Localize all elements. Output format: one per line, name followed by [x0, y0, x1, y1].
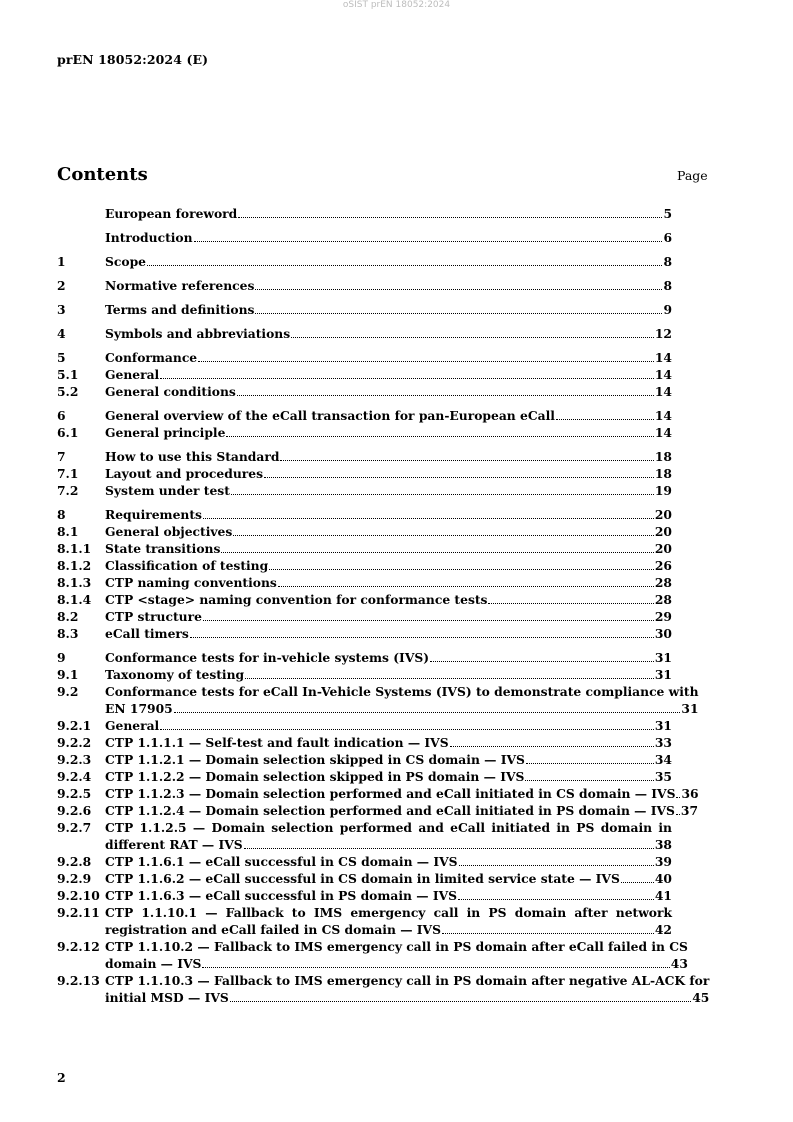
contents-title: Contents: [57, 164, 148, 185]
watermark: oSIST prEN 18052:2024: [342, 0, 451, 10]
toc-entry[interactable]: [57, 277, 672, 294]
dot-leader: [238, 217, 662, 218]
toc-entry-number: 1: [57, 254, 66, 269]
toc-entry-wrapped-title: [105, 904, 672, 938]
toc-entry-title: different RAT — IVS: [105, 837, 243, 852]
dot-leader: [280, 460, 653, 461]
toc-entry-page: 30: [654, 626, 672, 641]
dot-leader: [198, 361, 654, 362]
dot-leader: [194, 241, 663, 242]
toc-entry-page: 18: [654, 449, 672, 464]
toc-entry[interactable]: [57, 717, 672, 734]
toc-entry[interactable]: [57, 768, 672, 785]
toc-entry[interactable]: [57, 972, 710, 1006]
toc-entry-page: 5: [663, 206, 672, 221]
toc-entry-page: 20: [654, 541, 672, 556]
dot-leader: [278, 586, 654, 587]
toc-entry[interactable]: [57, 557, 672, 574]
toc-entry-number: 5.1: [57, 367, 79, 382]
toc-entry-page: 41: [654, 888, 672, 903]
toc-entry[interactable]: [57, 853, 672, 870]
page-column-label: Page: [677, 168, 708, 183]
dot-leader: [255, 313, 662, 314]
dot-leader: [231, 494, 654, 495]
toc-entry-title: Normative references: [105, 278, 255, 293]
toc-entry-number: 8.1.2: [57, 558, 92, 573]
toc-entry-page: 20: [654, 524, 672, 539]
toc-entry[interactable]: [57, 482, 672, 499]
toc-entry-title: Taxonomy of testing: [105, 667, 245, 682]
dot-leader: [442, 933, 654, 934]
dot-leader: [174, 712, 681, 713]
toc-entry-title: Symbols and abbreviations: [105, 326, 291, 341]
toc-entry-number: 9.2.12: [57, 939, 100, 954]
toc-entry-title-last-line: [105, 836, 672, 853]
toc-entry-number: 9.2.4: [57, 769, 92, 784]
toc-entry-number: 2: [57, 278, 66, 293]
footer-page-number: 2: [57, 1070, 66, 1085]
toc-entry[interactable]: [57, 465, 672, 482]
toc-entry-title: Classification of testing: [105, 558, 269, 573]
toc-entry-title: CTP <stage> naming convention for conformance tests: [105, 592, 488, 607]
toc-entry-page: 35: [654, 769, 672, 784]
toc-entry-title-line: CTP 1.1.10.2 — Fallback to IMS emergency call in PS domain after eCall failed in CS: [105, 939, 688, 954]
toc-entry[interactable]: [57, 366, 672, 383]
toc-entry-page: 34: [654, 752, 672, 767]
toc-entry-page: 36: [681, 786, 699, 801]
dot-leader: [190, 637, 654, 638]
toc-entry-title: CTP 1.1.6.1 — eCall successful in CS domain — IVS: [105, 854, 458, 869]
dot-leader: [147, 265, 662, 266]
toc-entry-title: Terms and definitions: [105, 302, 255, 317]
toc-entry-title-last-line: [105, 700, 699, 717]
toc-entry-page: 31: [681, 701, 699, 716]
toc-entry-number: 9.2.2: [57, 735, 92, 750]
toc-entry-title: initial MSD — IVS: [105, 990, 229, 1005]
toc-entry-title: CTP 1.1.2.3 — Domain selection performed and eCall initiated in CS domain — IVS: [105, 786, 676, 801]
toc-entry-title: General conditions: [105, 384, 236, 399]
dot-leader: [203, 518, 654, 519]
toc-entry[interactable]: [57, 407, 672, 424]
toc-entry-title: domain — IVS: [105, 956, 202, 971]
toc-entry-page: 26: [654, 558, 672, 573]
toc-entry-page: 45: [692, 990, 710, 1005]
toc-entry[interactable]: [57, 870, 672, 887]
dot-leader: [488, 603, 653, 604]
dot-leader: [237, 395, 654, 396]
toc-entry-page: 9: [663, 302, 672, 317]
toc-entry-number: 9.2.3: [57, 752, 92, 767]
toc-entry-wrapped-title: [105, 819, 672, 853]
toc-entry[interactable]: [57, 540, 672, 557]
toc-entry-page: 28: [654, 575, 672, 590]
toc-entry-page: 14: [654, 425, 672, 440]
toc-entry-number: 9: [57, 650, 66, 665]
toc-entry-page: 37: [680, 803, 699, 818]
toc-entry[interactable]: [57, 523, 672, 540]
toc-entry-title: General overview of the eCall transaction for pan-European eCall: [105, 408, 555, 423]
toc-group: [57, 229, 672, 246]
dot-leader: [291, 337, 654, 338]
toc-entry[interactable]: [57, 608, 672, 625]
toc-entry-number: 6: [57, 408, 66, 423]
toc-entry[interactable]: [57, 253, 672, 270]
toc-entry-number: 7.1: [57, 466, 79, 481]
toc-entry-title: Conformance: [105, 350, 198, 365]
toc-entry-page: 28: [654, 592, 672, 607]
dot-leader: [244, 848, 654, 849]
toc-group: [57, 506, 672, 642]
toc-group: [57, 448, 672, 499]
toc-entry[interactable]: [57, 383, 672, 400]
toc-entry-title: How to use this Standard: [105, 449, 280, 464]
toc-entry-title: Conformance tests for in-vehicle systems (IVS): [105, 650, 430, 665]
dot-leader: [450, 746, 654, 747]
toc-entry-number: 9.2.5: [57, 786, 92, 801]
document-id: prEN 18052:2024 (E): [57, 52, 209, 67]
toc-group: [57, 277, 672, 294]
toc-entry-title: CTP 1.1.6.2 — eCall successful in CS domain in limited service state — IVS: [105, 871, 620, 886]
toc-entry-page: 18: [654, 466, 672, 481]
toc-entry-page: 19: [654, 483, 672, 498]
toc-entry-title: European foreword: [105, 206, 238, 221]
dot-leader: [458, 899, 654, 900]
toc-entry-page: 6: [663, 230, 672, 245]
toc-entry-number: 5: [57, 350, 66, 365]
toc-entry-title: CTP structure: [105, 609, 202, 624]
toc-entry-page: 31: [654, 667, 672, 682]
toc-entry[interactable]: [57, 751, 672, 768]
toc-entry-title: General principle: [105, 425, 226, 440]
toc-entry[interactable]: [57, 819, 672, 853]
toc-entry[interactable]: [57, 424, 672, 441]
toc-entry-title: Scope: [105, 254, 146, 269]
toc-entry-number: 6.1: [57, 425, 79, 440]
toc-entry-title: CTP 1.1.2.1 — Domain selection skipped in CS domain — IVS: [105, 752, 525, 767]
toc-entry-number: 9.2: [57, 684, 79, 699]
toc-entry-number: 9.2.13: [57, 973, 100, 988]
toc-entry-page: 20: [654, 507, 672, 522]
toc-entry[interactable]: [57, 649, 672, 666]
toc-entry-number: 8.1.3: [57, 575, 92, 590]
toc-group: [57, 253, 672, 270]
toc-entry[interactable]: [57, 301, 672, 318]
toc-entry-page: 14: [654, 367, 672, 382]
toc-entry-title: System under test: [105, 483, 230, 498]
toc-entry-number: 9.2.6: [57, 803, 92, 818]
toc-entry-page: 33: [654, 735, 672, 750]
toc-entry-page: 14: [654, 350, 672, 365]
toc-entry-page: 14: [654, 384, 672, 399]
dot-leader: [526, 763, 654, 764]
toc-entry-title: General: [105, 367, 160, 382]
toc-group: [57, 205, 672, 222]
toc-entry-number: 9.2.1: [57, 718, 92, 733]
toc-entry-page: 40: [654, 871, 672, 886]
dot-leader: [233, 535, 654, 536]
toc-entry[interactable]: [57, 325, 672, 342]
table-of-contents: [57, 205, 710, 1013]
toc-entry-wrapped-title: [105, 972, 709, 1006]
toc-entry-number: 7.2: [57, 483, 79, 498]
toc-entry-number: 8.2: [57, 609, 79, 624]
toc-entry[interactable]: [57, 506, 672, 523]
toc-entry-number: 3: [57, 302, 66, 317]
toc-group: [57, 301, 672, 318]
dot-leader: [245, 678, 654, 679]
toc-entry-title-line: CTP 1.1.10.3 — Fallback to IMS emergency call in PS domain after negative AL-ACK for: [105, 973, 710, 988]
toc-entry[interactable]: [57, 887, 672, 904]
toc-entry-number: 9.2.9: [57, 871, 92, 886]
dot-leader: [203, 620, 654, 621]
toc-entry-number: 9.1: [57, 667, 79, 682]
toc-entry-number: 9.2.8: [57, 854, 92, 869]
toc-entry[interactable]: [57, 229, 672, 246]
toc-entry-number: 7: [57, 449, 66, 464]
toc-entry-title: CTP 1.1.1.1 — Self-test and fault indication — IVS: [105, 735, 449, 750]
toc-entry[interactable]: [57, 683, 699, 717]
toc-entry[interactable]: [57, 938, 688, 972]
toc-entry-number: 9.2.11: [57, 905, 100, 920]
toc-entry-number: 4: [57, 326, 66, 341]
toc-entry[interactable]: [57, 734, 672, 751]
toc-entry[interactable]: [57, 349, 672, 366]
toc-entry-title: CTP 1.1.2.2 — Domain selection skipped in PS domain — IVS: [105, 769, 525, 784]
toc-group: [57, 325, 672, 342]
toc-entry-page: 43: [670, 956, 688, 971]
toc-entry-title: State transitions: [105, 541, 221, 556]
toc-entry-page: 31: [654, 718, 672, 733]
toc-entry-title-last-line: [105, 921, 672, 938]
toc-entry-page: 14: [654, 408, 672, 423]
dot-leader: [621, 882, 654, 883]
toc-entry-title-line: Conformance tests for eCall In-Vehicle Systems (IVS) to demonstrate compliance with: [105, 684, 699, 699]
dot-leader: [255, 289, 662, 290]
toc-entry[interactable]: [57, 448, 672, 465]
toc-entry-page: 8: [663, 278, 672, 293]
toc-entry-title-last-line: [105, 989, 709, 1006]
dot-leader: [269, 569, 654, 570]
toc-entry-page: 29: [654, 609, 672, 624]
toc-entry-title: CTP 1.1.2.4 — Domain selection performed and eCall initiated in PS domain — IVS: [105, 803, 675, 818]
dot-leader: [676, 814, 680, 815]
toc-entry-number: 9.2.7: [57, 820, 92, 835]
toc-entry-title: eCall timers: [105, 626, 189, 641]
toc-entry-title: General objectives: [105, 524, 233, 539]
dot-leader: [676, 797, 680, 798]
toc-entry-number: 8.1.1: [57, 541, 92, 556]
dot-leader: [221, 552, 653, 553]
toc-entry-page: 31: [654, 650, 672, 665]
toc-entry-title-line: CTP 1.1.2.5 — Domain selection performed and eCall initiated in PS domain in: [105, 820, 672, 835]
toc-entry-title: CTP 1.1.6.3 — eCall successful in PS domain — IVS: [105, 888, 458, 903]
toc-entry[interactable]: [57, 802, 699, 819]
toc-entry-number: 8: [57, 507, 66, 522]
toc-group: [57, 407, 672, 441]
toc-entry-title-last-line: [105, 955, 688, 972]
toc-entry-number: 9.2.10: [57, 888, 100, 903]
toc-entry-title: Requirements: [105, 507, 202, 522]
toc-entry[interactable]: [57, 666, 672, 683]
toc-entry-page: 39: [654, 854, 672, 869]
toc-entry-number: 8.1: [57, 524, 79, 539]
toc-entry[interactable]: [57, 591, 672, 608]
dot-leader: [264, 477, 654, 478]
toc-entry-title: CTP naming conventions: [105, 575, 277, 590]
toc-entry[interactable]: [57, 904, 672, 938]
toc-entry-wrapped-title: [105, 683, 699, 717]
dot-leader: [459, 865, 654, 866]
toc-entry[interactable]: [57, 625, 672, 642]
toc-entry-title: Introduction: [105, 230, 193, 245]
toc-group: [57, 649, 710, 1006]
toc-entry[interactable]: [57, 785, 699, 802]
toc-entry-number: 8.1.4: [57, 592, 92, 607]
dot-leader: [226, 436, 653, 437]
toc-entry-page: 42: [654, 922, 672, 937]
dot-leader: [525, 780, 654, 781]
toc-entry-number: 8.3: [57, 626, 79, 641]
toc-entry-title: Layout and procedures: [105, 466, 264, 481]
toc-entry[interactable]: [57, 574, 672, 591]
dot-leader: [556, 419, 654, 420]
dot-leader: [430, 661, 654, 662]
toc-entry-title-line: CTP 1.1.10.1 — Fallback to IMS emergency call in PS domain after network: [105, 905, 672, 920]
toc-entry-page: 8: [663, 254, 672, 269]
toc-group: [57, 349, 672, 400]
toc-entry-title: EN 17905: [105, 701, 173, 716]
toc-entry-number: 5.2: [57, 384, 79, 399]
toc-entry-title: registration and eCall failed in CS domain — IVS: [105, 922, 441, 937]
toc-entry-wrapped-title: [105, 938, 688, 972]
dot-leader: [160, 729, 654, 730]
toc-entry-title: General: [105, 718, 160, 733]
toc-entry-page: 38: [654, 837, 672, 852]
toc-entry[interactable]: [57, 205, 672, 222]
dot-leader: [202, 967, 669, 968]
dot-leader: [230, 1001, 691, 1002]
toc-entry-page: 12: [654, 326, 672, 341]
dot-leader: [160, 378, 654, 379]
